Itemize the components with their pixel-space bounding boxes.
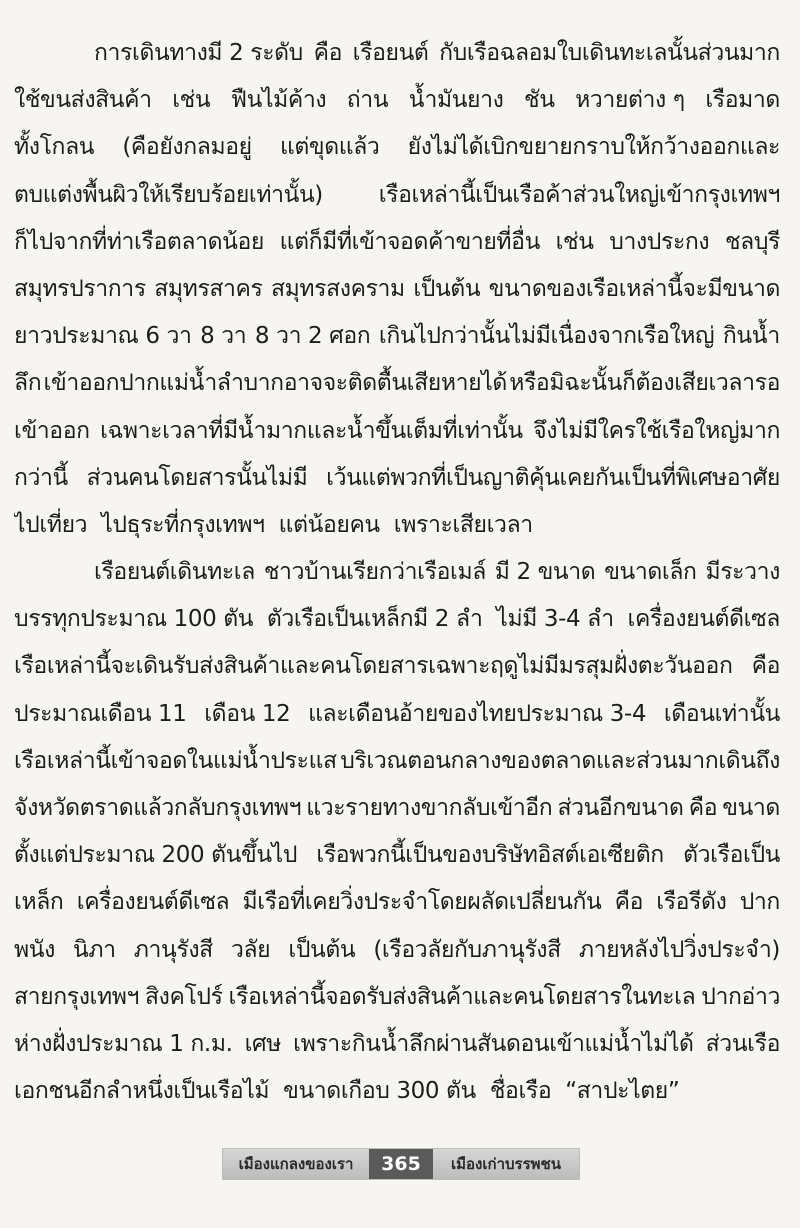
text-segment: หวายต่าง ๆ xyxy=(575,87,685,114)
text-segment: สิงคโปร์ xyxy=(145,983,223,1010)
text-segment: เข้าออกปากแม่น้ำลำบากอาจจะติดตื้นเสียหายได้ xyxy=(43,370,507,397)
text-line xyxy=(14,124,780,171)
text-segment: มี 2 ขนาด xyxy=(494,559,596,586)
text-segment: ก็ไปจากที่ท่าเรือตลาดน้อย xyxy=(14,228,264,255)
page-footer xyxy=(223,1149,579,1179)
text-segment: เรือรีดัง xyxy=(656,889,727,916)
text-segment: “สาปะไตย” xyxy=(565,1078,680,1105)
text-segment: เครื่องยนต์ดีเซล xyxy=(627,606,780,633)
text-segment: จึงไม่มีใครใช้เรือใหญ่มาก xyxy=(533,417,780,444)
text-line xyxy=(14,1021,780,1068)
text-segment: เรือพวกนี้เป็นของบริษัทอิสต์เอเซียติก xyxy=(316,842,664,869)
text-segment: ไปเที่ยว xyxy=(14,511,88,538)
text-segment: แต่น้อยคน xyxy=(278,511,380,538)
text-line xyxy=(14,313,780,360)
text-segment: เศษ xyxy=(244,1030,282,1057)
text-segment: เรือเหล่านี้จะเดินรับส่งสินค้าและคนโดยสารเฉพาะฤดูไม่มีมรสุมฝั่งตะวันออก xyxy=(14,653,733,680)
text-segment: บางประกง xyxy=(609,228,710,255)
text-segment: การเดินทางมี 2 ระดับ xyxy=(94,40,303,66)
text-segment: (คือยังกลมอยู่ xyxy=(122,134,252,161)
text-segment: ทั้งโกลน xyxy=(14,134,95,161)
text-segment: แต่ก็มีที่เข้าจอดค้าขายที่อื่น xyxy=(279,228,540,255)
text-segment: ตัวเรือเป็นเหล็กมี 2 ลำ xyxy=(266,606,483,633)
text-segment: ไม่มี 3-4 ลำ xyxy=(496,606,614,633)
text-segment: สายกรุงเทพฯ xyxy=(14,983,140,1010)
text-segment: ใช้ขนส่งสินค้า xyxy=(14,87,152,114)
text-segment: กับเรือฉลอมใบเดินทะเลนั้นส่วนมาก xyxy=(439,40,780,66)
text-segment: ยังไม่ได้เบิกขยายกราบให้กว้างออกและ xyxy=(407,134,780,161)
text-segment: มีระวาง xyxy=(705,559,780,586)
text-segment: ขนาดเล็ก xyxy=(604,559,697,586)
text-segment: ขนาดเกือบ 300 ตัน xyxy=(283,1078,476,1105)
text-line xyxy=(14,691,780,738)
text-segment: ฟืนไม้ค้าง xyxy=(230,87,327,114)
text-line xyxy=(14,643,780,690)
text-segment: เข้าออก xyxy=(14,417,90,444)
text-line xyxy=(14,785,780,832)
text-segment: เรือเหล่านี้เข้าจอดในแม่น้ำประแส xyxy=(14,747,337,774)
text-segment: คือ xyxy=(751,653,780,680)
text-segment: คือ xyxy=(313,40,342,66)
text-segment: เพราะเสียเวลา xyxy=(393,511,533,538)
text-line xyxy=(14,502,780,549)
text-segment: กินน้ำ xyxy=(722,323,780,350)
text-segment: (เรือวลัยกับภานุรังสี xyxy=(373,936,561,963)
text-segment: เครื่องยนต์ดีเซล xyxy=(76,889,230,916)
text-segment: วลัย xyxy=(230,936,271,963)
text-segment: ตบแต่งพื้นผิวให้เรียบร้อยเท่านั้น) xyxy=(14,181,323,208)
text-segment: สมุทรปราการ xyxy=(14,275,146,302)
text-segment: ปากอ่าว xyxy=(701,983,780,1010)
text-segment: เดือน 12 xyxy=(204,700,291,727)
text-segment: เพราะกินน้ำลึกผ่านสันดอนเข้าแม่น้ำไม่ได้ xyxy=(293,1030,694,1057)
text-segment: และเดือนอ้ายของไทยประมาณ 3-4 xyxy=(308,700,647,727)
text-segment: สมุทรสงคราม xyxy=(271,275,405,302)
text-segment: ขนาดของเรือเหล่านี้จะมีขนาด xyxy=(488,275,780,302)
text-segment: หรือมิฉะนั้นก็ต้องเสียเวลารอ xyxy=(509,370,780,397)
text-segment: เช่น xyxy=(555,228,594,255)
text-segment: ตัวเรือเป็น xyxy=(683,842,780,869)
text-segment: ห่างฝั่งประมาณ 1 ก.ม. xyxy=(14,1030,233,1057)
text-segment: ขนาด xyxy=(722,795,780,821)
text-line xyxy=(14,219,780,266)
text-segment: กว่านี้ xyxy=(14,464,68,491)
text-line xyxy=(14,172,780,219)
text-segment: ชัน xyxy=(524,87,555,114)
text-segment: แต่ขุดแล้ว xyxy=(279,134,380,161)
text-segment: เว้นแต่พวกที่เป็นญาติคุ้นเคยกันเป็นที่พิเศษอาศัย xyxy=(326,464,780,491)
text-segment: จังหวัดตราดแล้วกลับกรุงเทพฯ xyxy=(14,795,302,821)
text-segment: พนัง xyxy=(14,936,55,963)
text-segment: น้ำมันยาง xyxy=(408,87,504,114)
text-segment: ชลบุรี xyxy=(724,228,780,255)
text-segment: สมุทรสาคร xyxy=(154,275,263,302)
footer-chapter-title: เมืองเก่าบรรพชน xyxy=(433,1149,579,1179)
text-segment: เรือมาด xyxy=(705,87,780,114)
text-segment: เป็นต้น xyxy=(413,275,481,302)
text-segment: บริเวณตอนกลางของตลาดและส่วนมากเดินถึง xyxy=(340,747,780,774)
text-segment: ปาก xyxy=(739,889,780,916)
text-segment: เรือยนต์เดินทะเล xyxy=(94,559,255,586)
text-line xyxy=(14,408,780,455)
text-segment: มีเรือที่เคยวิ่งประจำโดยผลัดเปลี่ยนกัน xyxy=(242,889,602,916)
text-segment: ไปธุระที่กรุงเทพฯ xyxy=(101,511,265,538)
text-segment: ชื่อเรือ xyxy=(489,1078,552,1105)
page-number: 365 xyxy=(369,1149,433,1179)
text-line xyxy=(14,549,780,596)
text-segment: ประมาณเดือน 11 xyxy=(14,700,187,727)
text-segment: ส่วนคนโดยสารนั้นไม่มี xyxy=(86,464,308,491)
text-line xyxy=(14,879,780,926)
text-segment: นิภา xyxy=(73,936,116,963)
text-segment: เหล็ก xyxy=(14,889,64,916)
page-body xyxy=(14,30,780,1115)
text-segment: ภายหลังไปวิ่งประจำ) xyxy=(578,936,780,963)
text-line xyxy=(14,927,780,974)
text-segment: 8 วา xyxy=(200,323,247,350)
text-line xyxy=(14,266,780,313)
text-line xyxy=(14,1068,780,1115)
text-segment: ชาวบ้านเรียกว่าเรือเมล์ xyxy=(263,559,486,586)
text-segment: แวะรายทางขากลับเข้าอีก xyxy=(306,795,553,821)
text-segment: เรือเหล่านี้เป็นเรือค้าส่วนใหญ่เข้ากรุงเทพฯ xyxy=(378,181,780,208)
text-line xyxy=(14,832,780,879)
text-line xyxy=(14,455,780,502)
text-segment: เช่น xyxy=(172,87,211,114)
text-line xyxy=(14,360,780,407)
text-segment: 8 วา 2 ศอก xyxy=(254,323,371,350)
text-line xyxy=(14,974,780,1021)
text-segment: เรือยนต์ xyxy=(352,40,429,66)
text-segment: เฉพาะเวลาที่มีน้ำมากและน้ำขึ้นเต็มที่เท่านั้น xyxy=(100,417,523,444)
text-segment: เดือนเท่านั้น xyxy=(663,700,780,727)
text-line xyxy=(14,30,780,77)
text-segment: ลึก xyxy=(14,370,42,397)
text-segment: บรรทุกประมาณ 100 ตัน xyxy=(14,606,254,633)
text-line xyxy=(14,77,780,124)
text-segment: เรือเหล่านี้จอดรับส่งสินค้าและคนโดยสารในทะเล xyxy=(228,983,696,1010)
text-segment: ส่วนอีกขนาด xyxy=(557,795,684,821)
footer-book-title: เมืองแกลงของเรา xyxy=(223,1149,369,1179)
text-segment: ภานุรังสี xyxy=(133,936,213,963)
text-segment: ยาวประมาณ 6 วา xyxy=(14,323,192,350)
text-segment: คือ xyxy=(614,889,643,916)
text-line xyxy=(14,596,780,643)
text-line xyxy=(14,738,780,785)
text-segment: ถ่าน xyxy=(346,87,389,114)
text-segment: เป็นต้น xyxy=(288,936,356,963)
text-segment: เอกชนอีกลำหนึ่งเป็นเรือไม้ xyxy=(14,1078,270,1105)
text-segment: คือ xyxy=(688,795,718,821)
text-segment: ส่วนเรือ xyxy=(705,1030,780,1057)
text-segment: ตั้งแต่ประมาณ 200 ตันขึ้นไป xyxy=(14,842,298,869)
text-segment: เกินไปกว่านั้นไม่มีเนื่องจากเรือใหญ่ xyxy=(378,323,715,350)
